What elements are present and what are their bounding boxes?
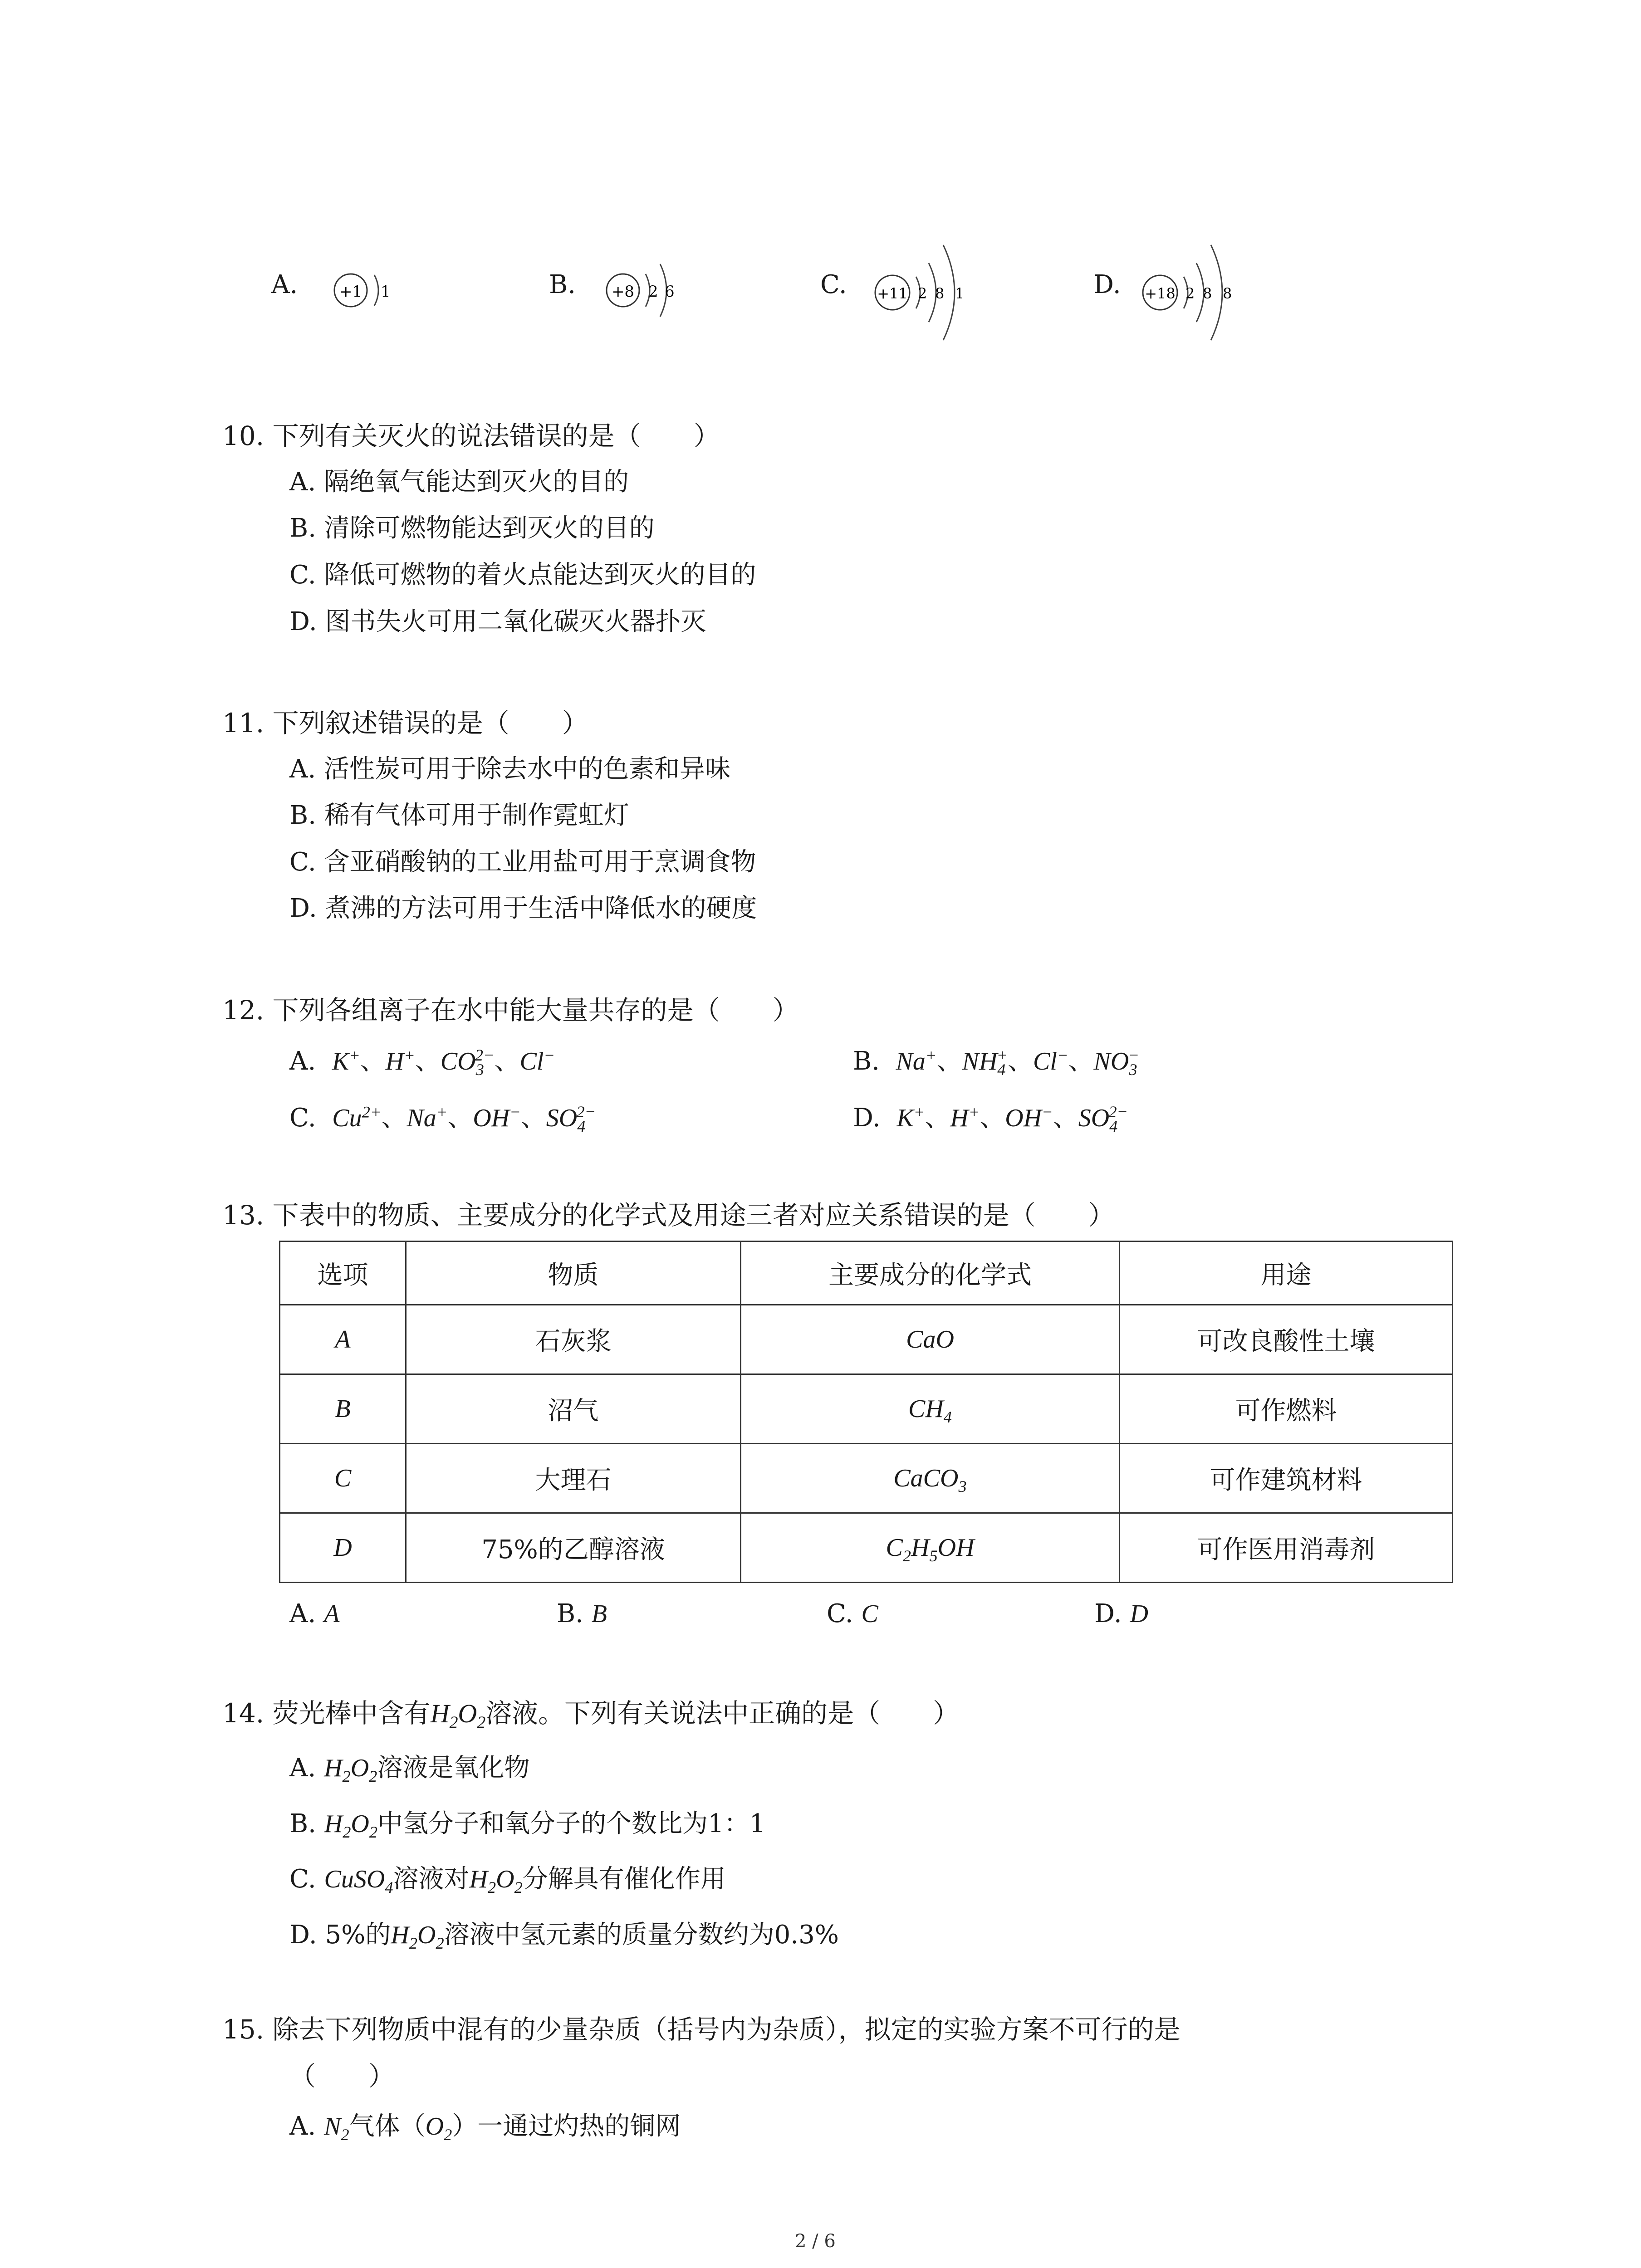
atom-diagram-c (869, 227, 1005, 354)
question-stem: 14. 荧光棒中含有$H_2O_2$溶液。下列有关说法中正确的是（ ） (222, 1698, 960, 1732)
question-stem: 11. 下列叙述错误的是（ ） (222, 708, 588, 738)
table-cell-option: C (280, 1444, 406, 1513)
shell-electrons: 2 (1185, 285, 1195, 302)
atom-diagram-b (601, 254, 719, 327)
option-a: A. $N_2$气体$(O_2)$一通过灼热的铜网 (289, 2112, 681, 2144)
atom-option-b-label: B. (549, 270, 576, 299)
option-d: D. 5%的$H_2O_2$溶液中氢元素的质量分数约为0.3% (289, 1920, 839, 1953)
shell-electrons: 8 (1203, 285, 1212, 302)
table-cell-substance: 大理石 (406, 1444, 741, 1513)
option-text: 分解具有催化作用 (522, 1864, 726, 1894)
option-label: B. (557, 1599, 583, 1628)
comparison-table (279, 1241, 1453, 1583)
shell-electrons: 6 (665, 283, 675, 301)
question-stem: 15. 除去下列物质中混有的少量杂质（括号内为杂质），拟定的实验方案不可行的是 (222, 2014, 1181, 2045)
electron-shell-arc (943, 245, 955, 340)
option-c: C. 降低可燃物的着火点能达到灭火的目的 (289, 560, 756, 590)
table-row (280, 1513, 1453, 1583)
nucleus-charge: +1 (339, 283, 362, 301)
table-header-row (280, 1242, 1453, 1305)
table-cell-option: B (280, 1374, 406, 1444)
table-cell-formula: CaO (741, 1305, 1120, 1374)
option-label: A. (289, 1599, 316, 1628)
stem-text: 溶液。下列有关说法中正确的是（ ） (485, 1698, 960, 1729)
table-row (280, 1374, 1453, 1444)
table-header-cell: 物质 (406, 1242, 741, 1305)
table-cell-use: 可作燃料 (1120, 1374, 1453, 1444)
shell-electrons: 2 (918, 285, 927, 302)
option-b: B. $H_2O_2$中氢分子和氧分子的个数比为1：1 (289, 1809, 766, 1842)
option-label: D. (1094, 1599, 1122, 1628)
option-b: B. 清除可燃物能达到灭火的目的 (289, 513, 655, 543)
table-row (280, 1444, 1453, 1513)
option-d: D. 图书失火可用二氧化碳灭火器扑灭 (289, 607, 706, 636)
atom-option-d-label: D. (1093, 270, 1121, 299)
option-value: C (861, 1600, 878, 1628)
table-header-cell: 选项 (280, 1242, 406, 1305)
page-number: 2 / 6 (795, 2231, 836, 2252)
stem-text: 14. 荧光棒中含有 (222, 1698, 431, 1729)
shell-electrons: 2 (648, 283, 658, 301)
option-text: 5%的 (325, 1920, 391, 1950)
option-label: C. (827, 1599, 853, 1628)
option-label: B. (289, 1809, 316, 1838)
option-c: C. 含亚硝酸钠的工业用盐可用于烹调食物 (289, 847, 756, 877)
atom-diagram-d (1136, 227, 1273, 354)
option-a: A. $H_2O_2$溶液是氧化物 (289, 1753, 530, 1786)
atom-option-c-label: C. (820, 270, 847, 299)
option-label: A. (289, 2112, 316, 2141)
nucleus-charge: +18 (1145, 285, 1176, 302)
option-text: 溶液是氧化物 (377, 1753, 530, 1783)
option-label: B. (853, 1046, 880, 1076)
option-label: C. (289, 1103, 316, 1133)
answer-option-c (827, 1601, 878, 1627)
answer-option-a (289, 1601, 339, 1627)
option-text: 气体（ (349, 2112, 426, 2141)
option-label: C. (289, 1864, 316, 1894)
shell-electrons: 8 (1223, 285, 1232, 302)
option-value: A (324, 1600, 340, 1628)
nucleus-charge: +8 (611, 283, 635, 301)
shell-electrons: 1 (381, 283, 391, 301)
shell-electrons: 1 (955, 285, 965, 302)
table-cell-use: 可作建筑材料 (1120, 1444, 1453, 1513)
nucleus-charge: +11 (877, 285, 908, 302)
table-row (280, 1305, 1453, 1374)
table-cell-formula: $CH_4$ (741, 1374, 1120, 1444)
option-d: D. 煮沸的方法可用于生活中降低水的硬度 (289, 894, 757, 923)
table-cell-formula: CaCO$_3$ (741, 1444, 1120, 1513)
atom-option-a-label: A. (271, 270, 298, 299)
option-a: A. K+、H+、$CO_3^{2-}$、Cl− (289, 1046, 555, 1079)
option-text: 中氢分子和氧分子的个数比为1：1 (377, 1809, 766, 1838)
table-cell-option: D (280, 1513, 406, 1583)
option-text: 溶液中氢元素的质量分数约为0.3% (444, 1920, 839, 1950)
table-cell-use: 可改良酸性土壤 (1120, 1305, 1453, 1374)
table-cell-substance: 沼气 (406, 1374, 741, 1444)
atom-diagram-a (329, 263, 420, 318)
question-stem: 13. 下表中的物质、主要成分的化学式及用途三者对应关系错误的是（ ） (222, 1200, 1115, 1231)
option-label: A. (289, 1753, 316, 1783)
table-cell-option: A (280, 1305, 406, 1374)
table-header-cell: 用途 (1120, 1242, 1453, 1305)
option-b: B. Na+、$NH_4^+$、Cl−、$NO_3^-$ (853, 1046, 1140, 1079)
electron-shell-arc (374, 275, 378, 306)
question-stem: 12. 下列各组离子在水中能大量共存的是（ ） (222, 995, 799, 1026)
shell-electrons: 8 (935, 285, 945, 302)
answer-option-b (557, 1601, 607, 1627)
option-c: C. CuSO$_4$溶液对$H_2O_2$分解具有催化作用 (289, 1864, 726, 1897)
table-header-cell: 主要成分的化学式 (741, 1242, 1120, 1305)
option-d: D. K+、H+、OH−、$SO_4^{2-}$ (853, 1103, 1128, 1136)
option-b: B. 稀有气体可用于制作霓虹灯 (289, 801, 629, 830)
option-text: 溶液对 (393, 1864, 470, 1894)
option-text: ）一通过灼热的铜网 (452, 2112, 681, 2141)
option-a: A. 隔绝氧气能达到灭火的目的 (289, 467, 629, 497)
question-stem-bracket: （ ） (289, 2061, 395, 2092)
option-label: A. (289, 1046, 316, 1076)
table-cell-substance: 75%的乙醇溶液 (406, 1513, 741, 1583)
table-cell-substance: 石灰浆 (406, 1305, 741, 1374)
option-a: A. 活性炭可用于除去水中的色素和异味 (289, 754, 731, 784)
option-value: B (591, 1600, 607, 1628)
electron-shell-arc (1211, 245, 1222, 340)
option-value: D (1130, 1600, 1148, 1628)
table-cell-formula: $C_2H_5OH$ (741, 1513, 1120, 1583)
option-label: D. (853, 1103, 881, 1133)
table-cell-use: 可作医用消毒剂 (1120, 1513, 1453, 1583)
option-label: D. (289, 1920, 317, 1950)
option-c: C. $Cu^{2+}$、Na+、OH−、$SO_4^{2-}$ (289, 1103, 596, 1136)
answer-option-d (1094, 1601, 1148, 1627)
question-stem: 10. 下列有关灭火的说法错误的是（ ） (222, 420, 720, 451)
